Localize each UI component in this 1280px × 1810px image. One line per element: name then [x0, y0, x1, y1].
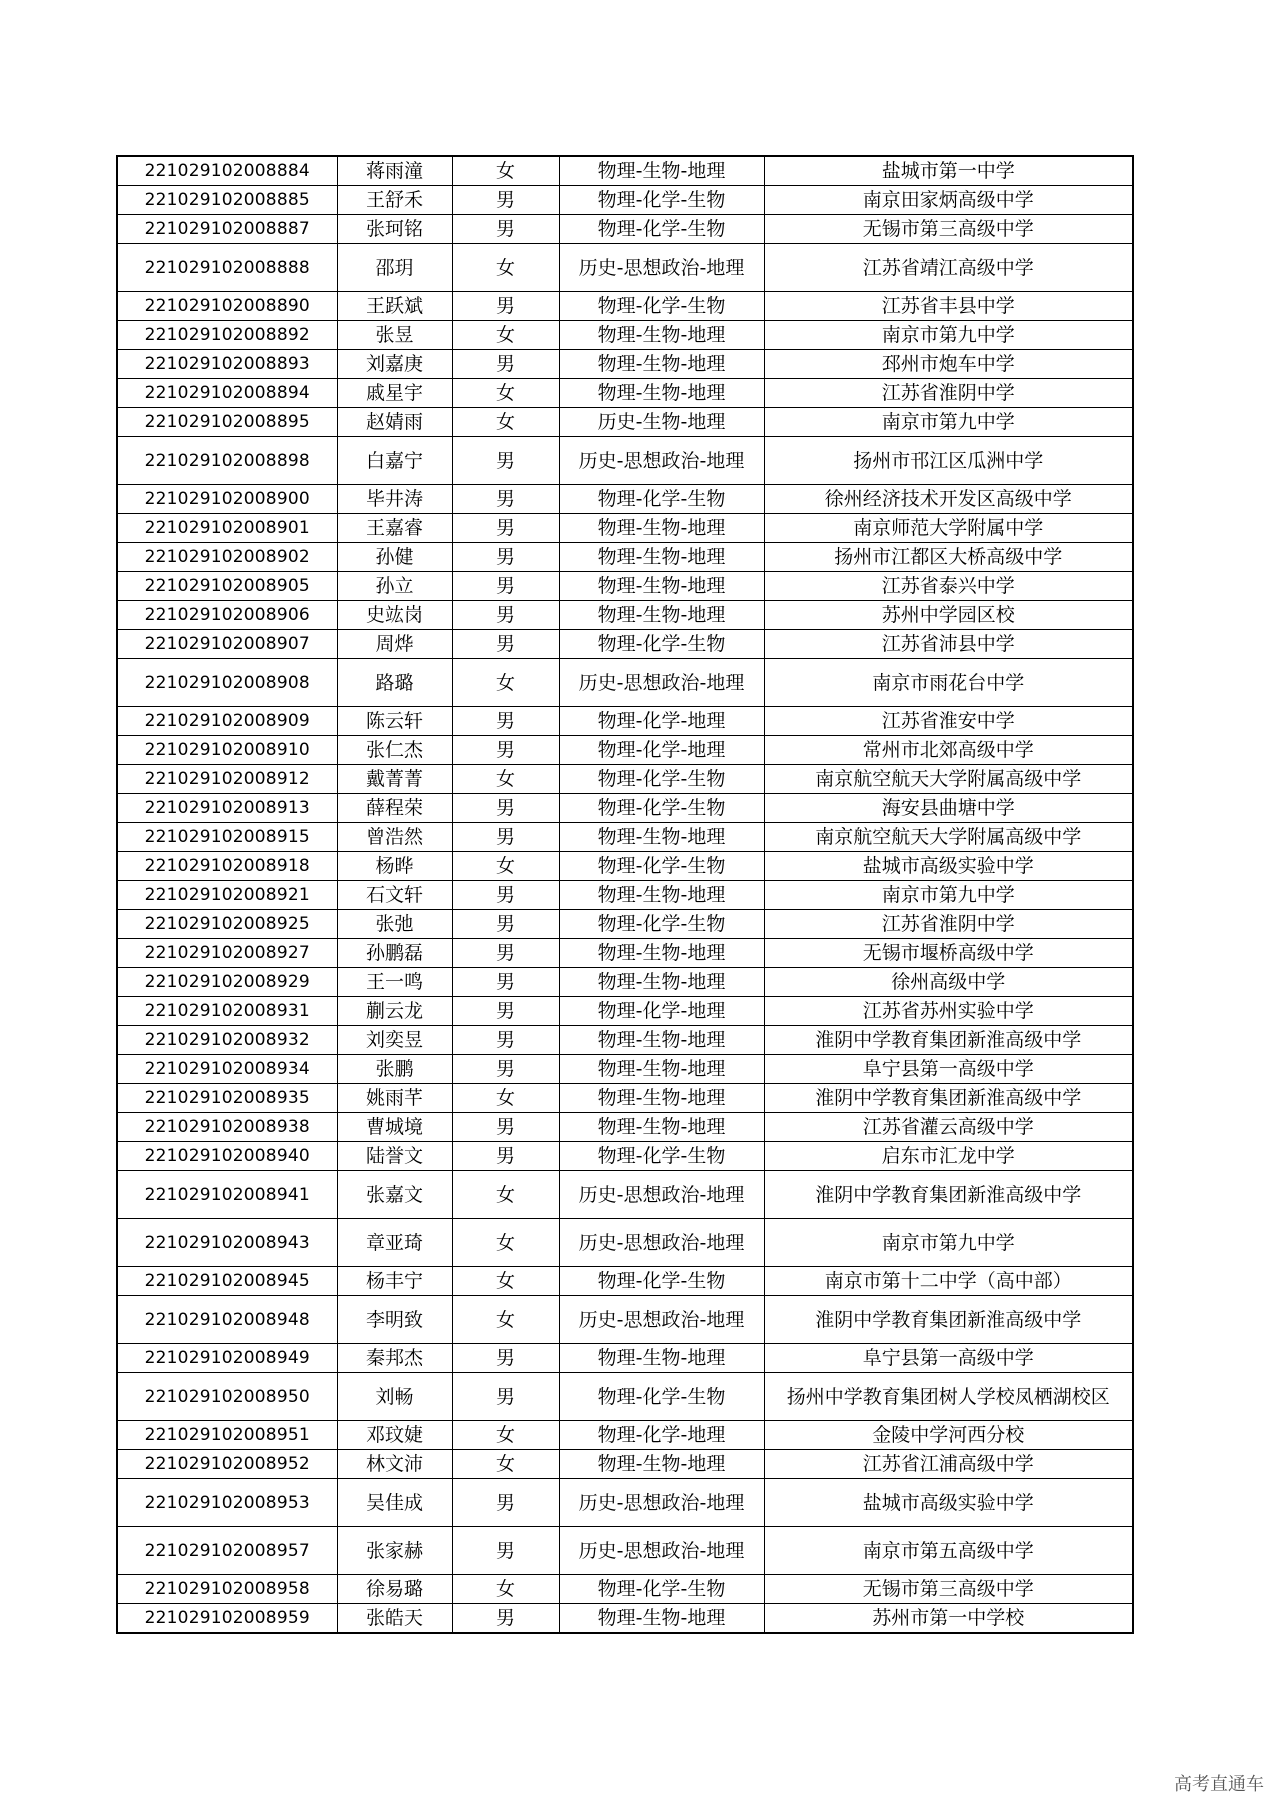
- id-cell: 221029102008934: [117, 1055, 337, 1084]
- id-cell: 221029102008950: [117, 1373, 337, 1421]
- id-cell: 221029102008925: [117, 910, 337, 939]
- id-cell: 221029102008892: [117, 321, 337, 350]
- id-cell: 221029102008918: [117, 852, 337, 881]
- table-row: [117, 765, 1133, 794]
- id-cell: 221029102008901: [117, 514, 337, 543]
- subjects-cell: 历史-思想政治-地理: [559, 1527, 764, 1575]
- gender-cell: 男: [452, 572, 559, 601]
- subjects-cell: 物理-化学-生物: [559, 186, 764, 215]
- gender-cell: 女: [452, 659, 559, 707]
- id-cell: 221029102008951: [117, 1421, 337, 1450]
- id-cell: 221029102008948: [117, 1296, 337, 1344]
- table-row: [117, 630, 1133, 659]
- gender-cell: 男: [452, 1026, 559, 1055]
- gender-cell: 男: [452, 630, 559, 659]
- subjects-cell: 物理-生物-地理: [559, 1604, 764, 1634]
- gender-cell: 女: [452, 852, 559, 881]
- school-cell: 江苏省泰兴中学: [764, 572, 1133, 601]
- subjects-cell: 物理-化学-生物: [559, 485, 764, 514]
- table-row: [117, 292, 1133, 321]
- gender-cell: 男: [452, 186, 559, 215]
- table-row: [117, 1296, 1133, 1344]
- gender-cell: 男: [452, 910, 559, 939]
- id-cell: 221029102008893: [117, 350, 337, 379]
- table-row: [117, 215, 1133, 244]
- name-cell: 吴佳成: [337, 1479, 452, 1527]
- id-cell: 221029102008884: [117, 156, 337, 186]
- school-cell: 苏州中学园区校: [764, 601, 1133, 630]
- table-row: [117, 823, 1133, 852]
- school-cell: 无锡市堰桥高级中学: [764, 939, 1133, 968]
- table-row: [117, 659, 1133, 707]
- id-cell: 221029102008902: [117, 543, 337, 572]
- school-cell: 扬州市邗江区瓜洲中学: [764, 437, 1133, 485]
- school-cell: 淮阴中学教育集团新淮高级中学: [764, 1084, 1133, 1113]
- name-cell: 张嘉文: [337, 1171, 452, 1219]
- school-cell: 南京市第九中学: [764, 881, 1133, 910]
- subjects-cell: 历史-思想政治-地理: [559, 1219, 764, 1267]
- table-row: [117, 852, 1133, 881]
- name-cell: 邓玟婕: [337, 1421, 452, 1450]
- gender-cell: 男: [452, 1604, 559, 1634]
- school-cell: 徐州经济技术开发区高级中学: [764, 485, 1133, 514]
- school-cell: 江苏省苏州实验中学: [764, 997, 1133, 1026]
- school-cell: 常州市北郊高级中学: [764, 736, 1133, 765]
- table-row: [117, 321, 1133, 350]
- gender-cell: 男: [452, 514, 559, 543]
- table-row: [117, 1026, 1133, 1055]
- table-row: [117, 485, 1133, 514]
- gender-cell: 男: [452, 997, 559, 1026]
- subjects-cell: 物理-生物-地理: [559, 1450, 764, 1479]
- subjects-cell: 物理-化学-生物: [559, 765, 764, 794]
- name-cell: 王嘉睿: [337, 514, 452, 543]
- subjects-cell: 物理-生物-地理: [559, 514, 764, 543]
- school-cell: 江苏省靖江高级中学: [764, 244, 1133, 292]
- subjects-cell: 历史-思想政治-地理: [559, 1296, 764, 1344]
- subjects-cell: 物理-化学-地理: [559, 736, 764, 765]
- school-cell: 江苏省淮阴中学: [764, 910, 1133, 939]
- school-cell: 盐城市高级实验中学: [764, 852, 1133, 881]
- subjects-cell: 物理-化学-生物: [559, 794, 764, 823]
- name-cell: 章亚琦: [337, 1219, 452, 1267]
- name-cell: 姚雨芊: [337, 1084, 452, 1113]
- gender-cell: 男: [452, 601, 559, 630]
- name-cell: 张昱: [337, 321, 452, 350]
- name-cell: 张鹏: [337, 1055, 452, 1084]
- school-cell: 南京市第五高级中学: [764, 1527, 1133, 1575]
- id-cell: 221029102008940: [117, 1142, 337, 1171]
- name-cell: 薛程荣: [337, 794, 452, 823]
- id-cell: 221029102008910: [117, 736, 337, 765]
- subjects-cell: 物理-生物-地理: [559, 1113, 764, 1142]
- id-cell: 221029102008935: [117, 1084, 337, 1113]
- table-row: [117, 1142, 1133, 1171]
- table-row: [117, 601, 1133, 630]
- id-cell: 221029102008945: [117, 1267, 337, 1296]
- table-row: [117, 997, 1133, 1026]
- school-cell: 海安县曲塘中学: [764, 794, 1133, 823]
- id-cell: 221029102008887: [117, 215, 337, 244]
- table-row: [117, 186, 1133, 215]
- name-cell: 杨丰宁: [337, 1267, 452, 1296]
- table-row: [117, 794, 1133, 823]
- gender-cell: 男: [452, 1344, 559, 1373]
- school-cell: 徐州高级中学: [764, 968, 1133, 997]
- id-cell: 221029102008885: [117, 186, 337, 215]
- school-cell: 无锡市第三高级中学: [764, 215, 1133, 244]
- subjects-cell: 物理-化学-生物: [559, 1373, 764, 1421]
- gender-cell: 男: [452, 485, 559, 514]
- gender-cell: 女: [452, 156, 559, 186]
- id-cell: 221029102008908: [117, 659, 337, 707]
- school-cell: 江苏省沛县中学: [764, 630, 1133, 659]
- table-row: [117, 543, 1133, 572]
- gender-cell: 女: [452, 321, 559, 350]
- id-cell: 221029102008931: [117, 997, 337, 1026]
- gender-cell: 女: [452, 1421, 559, 1450]
- name-cell: 蒯云龙: [337, 997, 452, 1026]
- subjects-cell: 物理-化学-生物: [559, 292, 764, 321]
- table-row: [117, 350, 1133, 379]
- school-cell: 淮阴中学教育集团新淮高级中学: [764, 1026, 1133, 1055]
- table-row: [117, 1171, 1133, 1219]
- subjects-cell: 物理-化学-生物: [559, 215, 764, 244]
- id-cell: 221029102008959: [117, 1604, 337, 1634]
- id-cell: 221029102008938: [117, 1113, 337, 1142]
- name-cell: 孙立: [337, 572, 452, 601]
- name-cell: 张皓天: [337, 1604, 452, 1634]
- name-cell: 张弛: [337, 910, 452, 939]
- name-cell: 史竑岗: [337, 601, 452, 630]
- id-cell: 221029102008949: [117, 1344, 337, 1373]
- name-cell: 孙鹏磊: [337, 939, 452, 968]
- gender-cell: 女: [452, 1084, 559, 1113]
- table-row: [117, 1450, 1133, 1479]
- subjects-cell: 物理-生物-地理: [559, 1344, 764, 1373]
- gender-cell: 男: [452, 939, 559, 968]
- table-row: [117, 1344, 1133, 1373]
- name-cell: 张仁杰: [337, 736, 452, 765]
- subjects-cell: 历史-思想政治-地理: [559, 659, 764, 707]
- table-row: [117, 1479, 1133, 1527]
- id-cell: 221029102008894: [117, 379, 337, 408]
- school-cell: 邳州市炮车中学: [764, 350, 1133, 379]
- roster-body: [117, 156, 1133, 1633]
- name-cell: 蒋雨潼: [337, 156, 452, 186]
- table-row: [117, 514, 1133, 543]
- gender-cell: 男: [452, 1373, 559, 1421]
- gender-cell: 男: [452, 1142, 559, 1171]
- table-row: [117, 968, 1133, 997]
- school-cell: 金陵中学河西分校: [764, 1421, 1133, 1450]
- name-cell: 张珂铭: [337, 215, 452, 244]
- id-cell: 221029102008905: [117, 572, 337, 601]
- subjects-cell: 物理-化学-生物: [559, 1575, 764, 1604]
- table-row: [117, 1055, 1133, 1084]
- name-cell: 白嘉宁: [337, 437, 452, 485]
- subjects-cell: 物理-生物-地理: [559, 968, 764, 997]
- gender-cell: 男: [452, 823, 559, 852]
- school-cell: 南京航空航天大学附属高级中学: [764, 765, 1133, 794]
- subjects-cell: 物理-生物-地理: [559, 321, 764, 350]
- school-cell: 盐城市高级实验中学: [764, 1479, 1133, 1527]
- gender-cell: 男: [452, 543, 559, 572]
- subjects-cell: 物理-化学-生物: [559, 852, 764, 881]
- school-cell: 苏州市第一中学校: [764, 1604, 1133, 1634]
- subjects-cell: 历史-思想政治-地理: [559, 244, 764, 292]
- school-cell: 南京市第九中学: [764, 321, 1133, 350]
- gender-cell: 男: [452, 292, 559, 321]
- name-cell: 徐易璐: [337, 1575, 452, 1604]
- school-cell: 盐城市第一中学: [764, 156, 1133, 186]
- subjects-cell: 物理-生物-地理: [559, 823, 764, 852]
- gender-cell: 男: [452, 1479, 559, 1527]
- subjects-cell: 历史-思想政治-地理: [559, 1479, 764, 1527]
- subjects-cell: 物理-化学-生物: [559, 910, 764, 939]
- subjects-cell: 物理-生物-地理: [559, 350, 764, 379]
- id-cell: 221029102008932: [117, 1026, 337, 1055]
- gender-cell: 男: [452, 1113, 559, 1142]
- name-cell: 王舒禾: [337, 186, 452, 215]
- id-cell: 221029102008941: [117, 1171, 337, 1219]
- document-sheet: [116, 155, 1132, 1634]
- gender-cell: 男: [452, 215, 559, 244]
- id-cell: 221029102008958: [117, 1575, 337, 1604]
- subjects-cell: 物理-生物-地理: [559, 543, 764, 572]
- school-cell: 阜宁县第一高级中学: [764, 1344, 1133, 1373]
- name-cell: 张家赫: [337, 1527, 452, 1575]
- school-cell: 南京市第九中学: [764, 1219, 1133, 1267]
- school-cell: 江苏省灌云高级中学: [764, 1113, 1133, 1142]
- school-cell: 南京航空航天大学附属高级中学: [764, 823, 1133, 852]
- subjects-cell: 物理-化学-生物: [559, 1142, 764, 1171]
- name-cell: 李明致: [337, 1296, 452, 1344]
- id-cell: 221029102008895: [117, 408, 337, 437]
- subjects-cell: 物理-生物-地理: [559, 601, 764, 630]
- subjects-cell: 历史-思想政治-地理: [559, 1171, 764, 1219]
- gender-cell: 男: [452, 881, 559, 910]
- subjects-cell: 物理-生物-地理: [559, 1084, 764, 1113]
- name-cell: 邵玥: [337, 244, 452, 292]
- name-cell: 杨晔: [337, 852, 452, 881]
- school-cell: 无锡市第三高级中学: [764, 1575, 1133, 1604]
- school-cell: 扬州中学教育集团树人学校凤栖湖校区: [764, 1373, 1133, 1421]
- table-row: [117, 1084, 1133, 1113]
- table-row: [117, 156, 1133, 186]
- subjects-cell: 物理-生物-地理: [559, 1026, 764, 1055]
- table-row: [117, 437, 1133, 485]
- subjects-cell: 物理-化学-地理: [559, 707, 764, 736]
- id-cell: 221029102008929: [117, 968, 337, 997]
- school-cell: 江苏省江浦高级中学: [764, 1450, 1133, 1479]
- id-cell: 221029102008906: [117, 601, 337, 630]
- id-cell: 221029102008952: [117, 1450, 337, 1479]
- school-cell: 淮阴中学教育集团新淮高级中学: [764, 1171, 1133, 1219]
- table-row: [117, 707, 1133, 736]
- id-cell: 221029102008912: [117, 765, 337, 794]
- name-cell: 秦邦杰: [337, 1344, 452, 1373]
- school-cell: 江苏省淮安中学: [764, 707, 1133, 736]
- gender-cell: 女: [452, 1219, 559, 1267]
- name-cell: 路璐: [337, 659, 452, 707]
- name-cell: 陈云轩: [337, 707, 452, 736]
- gender-cell: 女: [452, 1450, 559, 1479]
- name-cell: 毕井涛: [337, 485, 452, 514]
- table-row: [117, 244, 1133, 292]
- school-cell: 南京市第九中学: [764, 408, 1133, 437]
- id-cell: 221029102008898: [117, 437, 337, 485]
- table-row: [117, 1421, 1133, 1450]
- name-cell: 陆誉文: [337, 1142, 452, 1171]
- subjects-cell: 物理-生物-地理: [559, 1055, 764, 1084]
- gender-cell: 女: [452, 1296, 559, 1344]
- gender-cell: 男: [452, 350, 559, 379]
- student-roster-table: [116, 155, 1134, 1634]
- subjects-cell: 物理-化学-地理: [559, 1421, 764, 1450]
- table-row: [117, 1373, 1133, 1421]
- name-cell: 刘畅: [337, 1373, 452, 1421]
- id-cell: 221029102008907: [117, 630, 337, 659]
- table-row: [117, 1527, 1133, 1575]
- id-cell: 221029102008909: [117, 707, 337, 736]
- table-row: [117, 379, 1133, 408]
- subjects-cell: 物理-生物-地理: [559, 379, 764, 408]
- id-cell: 221029102008888: [117, 244, 337, 292]
- gender-cell: 女: [452, 408, 559, 437]
- name-cell: 赵婧雨: [337, 408, 452, 437]
- name-cell: 王一鸣: [337, 968, 452, 997]
- gender-cell: 男: [452, 1055, 559, 1084]
- id-cell: 221029102008900: [117, 485, 337, 514]
- school-cell: 扬州市江都区大桥高级中学: [764, 543, 1133, 572]
- subjects-cell: 物理-化学-地理: [559, 997, 764, 1026]
- table-row: [117, 408, 1133, 437]
- gender-cell: 男: [452, 794, 559, 823]
- table-row: [117, 1219, 1133, 1267]
- gender-cell: 女: [452, 1171, 559, 1219]
- subjects-cell: 物理-化学-生物: [559, 1267, 764, 1296]
- id-cell: 221029102008957: [117, 1527, 337, 1575]
- name-cell: 刘嘉庚: [337, 350, 452, 379]
- school-cell: 南京师范大学附属中学: [764, 514, 1133, 543]
- school-cell: 淮阴中学教育集团新淮高级中学: [764, 1296, 1133, 1344]
- id-cell: 221029102008913: [117, 794, 337, 823]
- table-row: [117, 1113, 1133, 1142]
- table-row: [117, 736, 1133, 765]
- gender-cell: 女: [452, 1575, 559, 1604]
- name-cell: 戚星宇: [337, 379, 452, 408]
- subjects-cell: 物理-化学-生物: [559, 630, 764, 659]
- table-row: [117, 1267, 1133, 1296]
- gender-cell: 男: [452, 707, 559, 736]
- name-cell: 周烨: [337, 630, 452, 659]
- name-cell: 孙健: [337, 543, 452, 572]
- subjects-cell: 物理-生物-地理: [559, 881, 764, 910]
- id-cell: 221029102008890: [117, 292, 337, 321]
- table-row: [117, 1575, 1133, 1604]
- id-cell: 221029102008927: [117, 939, 337, 968]
- school-cell: 南京市第十二中学（高中部）: [764, 1267, 1133, 1296]
- gender-cell: 男: [452, 968, 559, 997]
- id-cell: 221029102008943: [117, 1219, 337, 1267]
- school-cell: 阜宁县第一高级中学: [764, 1055, 1133, 1084]
- id-cell: 221029102008921: [117, 881, 337, 910]
- table-row: [117, 1604, 1133, 1634]
- subjects-cell: 物理-生物-地理: [559, 572, 764, 601]
- name-cell: 戴菁菁: [337, 765, 452, 794]
- name-cell: 石文轩: [337, 881, 452, 910]
- subjects-cell: 物理-生物-地理: [559, 156, 764, 186]
- school-cell: 南京市雨花台中学: [764, 659, 1133, 707]
- subjects-cell: 历史-思想政治-地理: [559, 437, 764, 485]
- gender-cell: 女: [452, 379, 559, 408]
- subjects-cell: 历史-生物-地理: [559, 408, 764, 437]
- name-cell: 林文沛: [337, 1450, 452, 1479]
- name-cell: 曹城境: [337, 1113, 452, 1142]
- gender-cell: 女: [452, 244, 559, 292]
- id-cell: 221029102008953: [117, 1479, 337, 1527]
- name-cell: 刘奕昱: [337, 1026, 452, 1055]
- school-cell: 南京田家炳高级中学: [764, 186, 1133, 215]
- name-cell: 曾浩然: [337, 823, 452, 852]
- gender-cell: 男: [452, 1527, 559, 1575]
- watermark-text: 高考直通车: [1174, 1774, 1264, 1795]
- table-row: [117, 572, 1133, 601]
- school-cell: 江苏省淮阴中学: [764, 379, 1133, 408]
- gender-cell: 女: [452, 765, 559, 794]
- table-row: [117, 910, 1133, 939]
- gender-cell: 男: [452, 736, 559, 765]
- school-cell: 启东市汇龙中学: [764, 1142, 1133, 1171]
- table-row: [117, 881, 1133, 910]
- gender-cell: 女: [452, 1267, 559, 1296]
- name-cell: 王跃斌: [337, 292, 452, 321]
- subjects-cell: 物理-生物-地理: [559, 939, 764, 968]
- id-cell: 221029102008915: [117, 823, 337, 852]
- gender-cell: 男: [452, 437, 559, 485]
- table-row: [117, 939, 1133, 968]
- school-cell: 江苏省丰县中学: [764, 292, 1133, 321]
